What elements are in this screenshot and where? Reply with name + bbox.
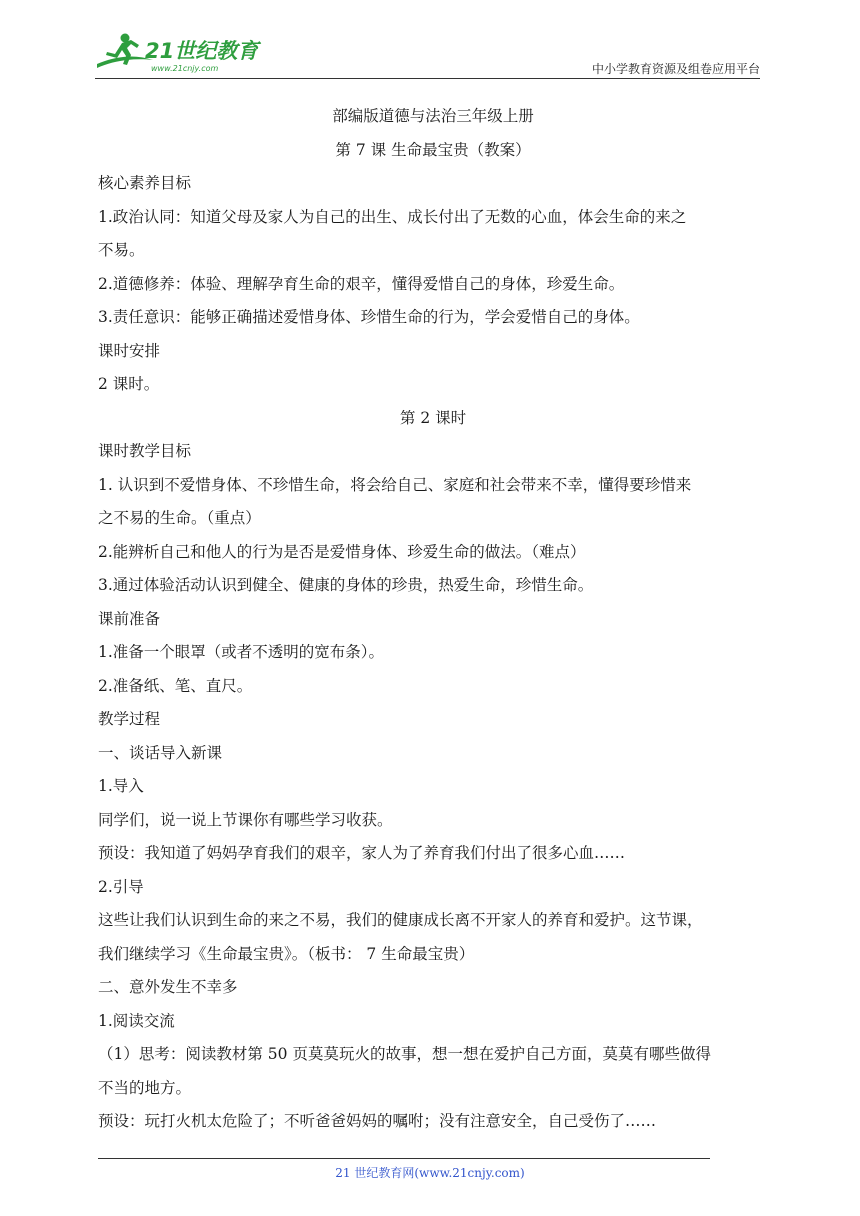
text-line: 2.引导 bbox=[98, 877, 144, 896]
text-line: 一、谈话导入新课 bbox=[98, 743, 223, 762]
text-line: 之不易的生命。（重点） bbox=[98, 509, 261, 527]
text-line: 教学过程 bbox=[98, 710, 161, 728]
text-line: 1.准备一个眼罩（或者不透明的宽布条）。 bbox=[98, 643, 385, 661]
text-line: （1）思考：阅读教材第 50 页莫莫玩火的故事，想一想在爱护自己方面，莫莫有哪些做得 bbox=[98, 1045, 711, 1063]
text-line: 1. 认识到不爱惜身体、不珍惜生命，将会给自己、家庭和社会带来不幸，懂得要珍惜来 bbox=[98, 475, 692, 494]
text-line: 课时安排 bbox=[98, 341, 161, 360]
text-line: 核心素养目标 bbox=[98, 174, 192, 192]
text-line: 2.准备纸、笔、直尺。 bbox=[98, 676, 253, 695]
footer-text: 21 世纪教育网(www.21cnjy.com) bbox=[335, 1166, 525, 1180]
header-divider bbox=[95, 78, 760, 79]
document-body bbox=[98, 100, 768, 1139]
text-line: 2.道德修养：体验、理解孕育生命的艰辛，懂得爱惜自己的身体，珍爱生命。 bbox=[98, 274, 625, 293]
text-line: 课前准备 bbox=[98, 609, 161, 628]
text-line: 不当的地方。 bbox=[98, 1078, 192, 1097]
text-line: 3.通过体验活动认识到健全、健康的身体的珍贵，热爱生命，珍惜生命。 bbox=[98, 576, 594, 594]
text-line: 第 2 课时 bbox=[399, 408, 467, 427]
text-line: 部编版道德与法治三年级上册 bbox=[332, 107, 534, 125]
text-line: 课时教学目标 bbox=[98, 442, 192, 460]
svg-text:www.21cnjy.com: www.21cnjy.com bbox=[151, 64, 219, 73]
svg-text:21世纪教育: 21世纪教育 bbox=[145, 39, 259, 63]
text-line: 这些让我们认识到生命的来之不易，我们的健康成长离不开家人的养育和爱护。这节课， bbox=[98, 911, 703, 929]
site-logo bbox=[95, 30, 265, 76]
text-line: 二、意外发生不幸多 bbox=[98, 978, 238, 996]
text-line: 预设：玩打火机太危险了；不听爸爸妈妈的嘱咐；没有注意安全，自己受伤了…… bbox=[98, 1112, 657, 1130]
runner-icon bbox=[95, 30, 265, 76]
text-line: 不易。 bbox=[98, 241, 145, 259]
text-line: 我们继续学习《生命最宝贵》。（板书： 7 生命最宝贵） bbox=[98, 944, 475, 963]
text-line: 1.导入 bbox=[98, 777, 144, 795]
footer-divider bbox=[98, 1158, 710, 1159]
platform-name: 中小学教育资源及组卷应用平台 bbox=[591, 62, 760, 76]
text-line: 1.阅读交流 bbox=[98, 1011, 175, 1030]
text-line: 3.责任意识：能够正确描述爱惜身体、珍惜生命的行为，学会爱惜自己的身体。 bbox=[98, 308, 640, 326]
text-line: 第 7 课 生命最宝贵（教案） bbox=[335, 140, 531, 159]
text-line: 2 课时。 bbox=[98, 375, 160, 393]
text-line: 1.政治认同：知道父母及家人为自己的出生、成长付出了无数的心血，体会生命的来之 bbox=[98, 207, 687, 226]
text-line: 预设：我知道了妈妈孕育我们的艰辛，家人为了养育我们付出了很多心血…… bbox=[98, 844, 626, 862]
text-line: 2.能辨析自己和他人的行为是否是爱惜身体、珍爱生命的做法。（难点） bbox=[98, 542, 586, 561]
page-header bbox=[95, 30, 760, 80]
text-line: 同学们，说一说上节课你有哪些学习收获。 bbox=[98, 810, 393, 829]
